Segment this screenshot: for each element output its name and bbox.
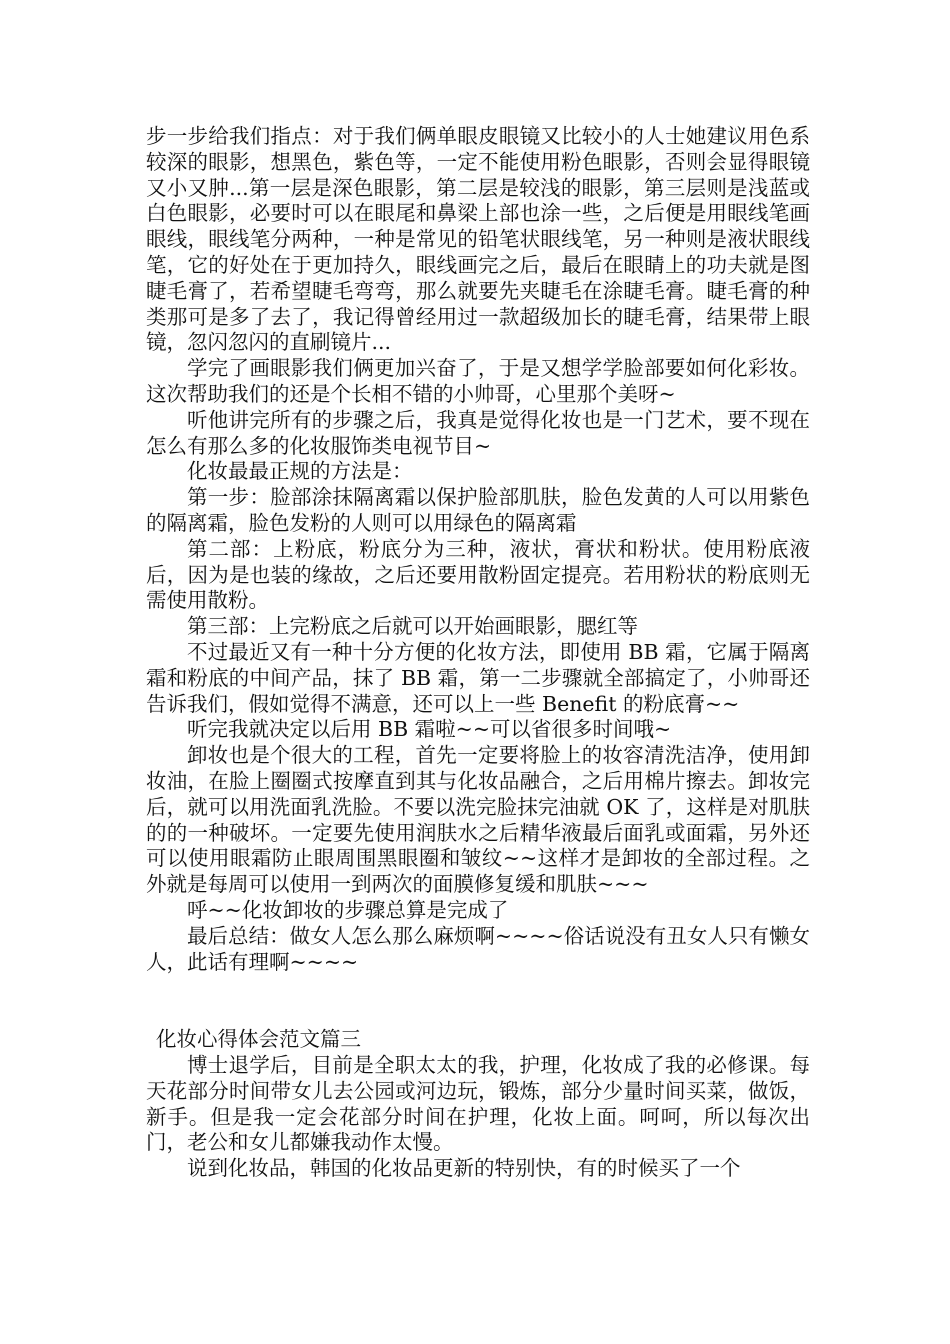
paragraph-method-title: 化妆最最正规的方法是：: [187, 459, 413, 484]
paragraph-makeup-art: 听他讲完所有的步骤之后，我真是觉得化妆也是一门艺术，要不现在怎么有那么多的化妆服饰类电视节目~: [146, 407, 810, 458]
paragraph-makeup-removal: 卸妆也是个很大的工程，首先一定要将脸上的妆容清洗洁净，使用卸妆油，在脸上圈圈式按摩直到其与化妆品融合，之后用棉片擦去。卸妆完后，就可以用洗面乳洗脸。不要以洗完脸抹完油就 OK 了，这样是对肌肤的的一种破坏。一定要先使用润肤水之后精华液最后面乳或面霜，另外还可以使用眼霜防止眼周围黑眼圈和皱纹~~这样才是卸妆的全部过程。之外就是每周可以使用一到两次的面膜修复缓和肌肤~~~: [146, 743, 810, 897]
paragraph-face-makeup-intro: 学完了画眼影我们俩更加兴奋了，于是又想学学脸部要如何化彩妆。这次帮助我们的还是个长相不错的小帅哥，心里那个美呀~: [146, 356, 810, 406]
paragraph-korean-cosmetics: 说到化妆品，韩国的化妆品更新的特别快，有的时候买了一个: [187, 1156, 741, 1181]
paragraph-eye-makeup-steps: 步一步给我们指点：对于我们俩单眼皮眼镜又比较小的人士她建议用色系较深的眼影，想黑色，紫色等，一定不能使用粉色眼影，否则会显得眼镜又小又肿...第一层是深色眼影，第二层是较浅的眼影，第三层则是浅蓝或白色眼影，必要时可以在眼尾和鼻梁上部也涂一些，之后便是用眼线笔画眼线，眼线笔分两种，一种是常见的铅笔状眼线笔，另一种则是液状眼线笔，它的好处在于更加持久，眼线画完之后，最后在眼睛上的功夫就是图睫毛膏了，若希望睫毛弯弯，那么就要先夹睫毛在涂睫毛膏。睫毛膏的种类那可是多了去了，我记得曾经用过一款超级加长的睫毛膏，结果带上眼镜，忽闪忽闪的直刷镜片...: [146, 124, 810, 355]
paragraph-bb-decision: 听完我就决定以后用 BB 霜啦~~可以省很多时间哦~: [187, 717, 672, 742]
paragraph-summary: 最后总结：做女人怎么那么麻烦啊~~~~俗话说没有丑女人只有懒女人，此话有理啊~~~~: [146, 923, 810, 974]
paragraph-step-two: 第二部：上粉底，粉底分为三种，液状，膏状和粉状。使用粉底液后，因为是也装的缘故，之后还要用散粉固定提亮。若用粉状的粉底则无需使用散粉。: [146, 536, 810, 613]
paragraph-step-one: 第一步：脸部涂抹隔离霜以保护脸部肌肤，脸色发黄的人可以用紫色的隔离霜，脸色发粉的人则可以用绿色的隔离霜: [146, 485, 810, 535]
paragraph-steps-complete: 呼~~化妆卸妆的步骤总算是完成了: [187, 897, 509, 922]
paragraph-step-three: 第三部：上完粉底之后就可以开始画眼影，腮红等: [187, 614, 638, 639]
document-body: [146, 124, 810, 1182]
section-title: 化妆心得体会范文篇三: [156, 1027, 361, 1052]
paragraph-bb-cream: 不过最近又有一种十分方便的化妆方法，即使用 BB 霜，它属于隔离霜和粉底的中间产品，抹了 BB 霜，第一二步骤就全部搞定了，小帅哥还告诉我们，假如觉得不满意，还可以上一些 Benefit 的粉底膏~~: [146, 639, 810, 716]
paragraph-housewife-routine: 博士退学后，目前是全职太太的我，护理，化妆成了我的必修课。每天花部分时间带女儿去公园或河边玩，锻炼，部分少量时间买菜，做饭，新手。但是我一定会花部分时间在护理，化妆上面。呵呵，所以每次出门，老公和女儿都嫌我动作太慢。: [146, 1053, 810, 1155]
